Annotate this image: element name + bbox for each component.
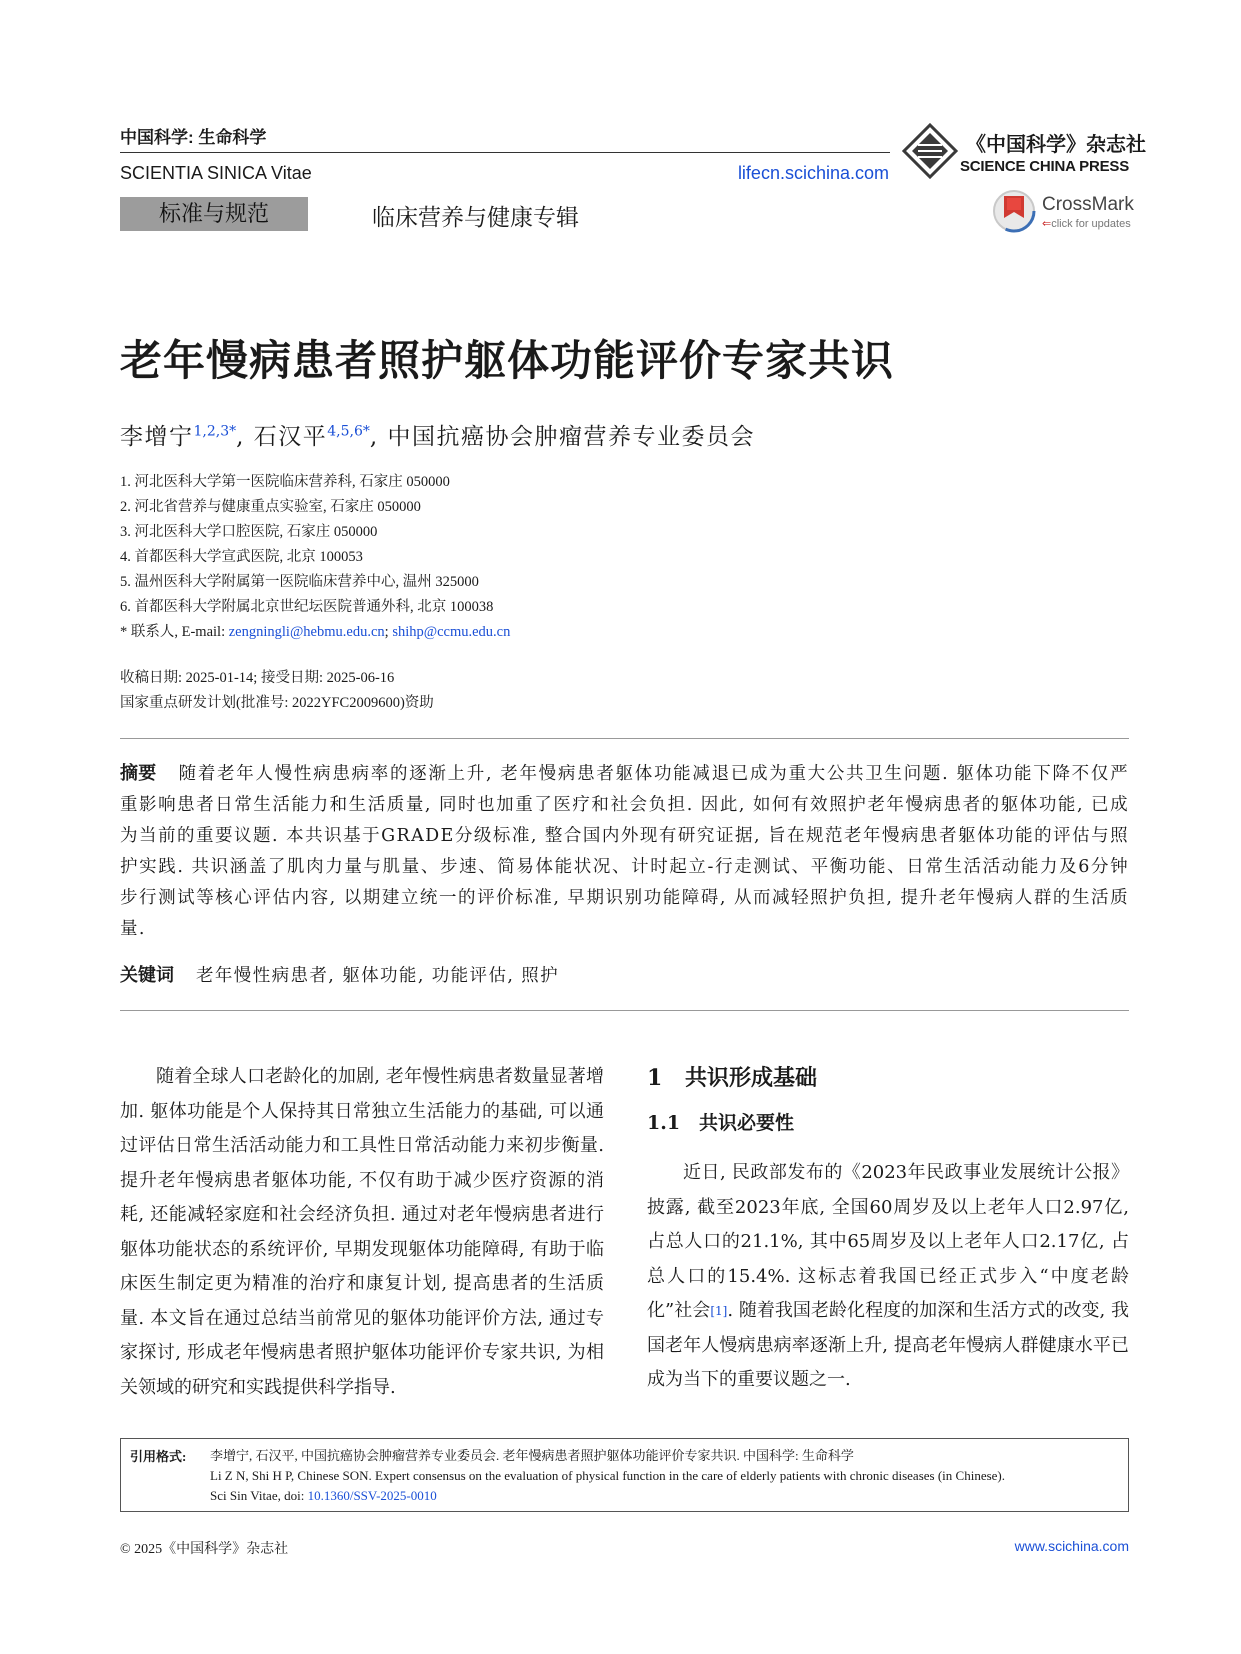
funding-note: 国家重点研发计划(批准号: 2022YFC2009600)资助 (120, 695, 434, 711)
affiliation-item: 1. 河北医科大学第一医院临床营养科, 石家庄 050000 (120, 474, 450, 490)
publisher-name-cn: 《中国科学》杂志社 (966, 134, 1146, 156)
affiliation-item: 2. 河北省营养与健康重点实验室, 石家庄 050000 (120, 499, 421, 515)
arrow-left-icon: ⇐ (1042, 218, 1052, 230)
abstract (120, 758, 1129, 945)
paragraph-text-a: 近日, 民政部发布的《2023年民政事业发展统计公报》披露, 截至2023年底, 全国60周岁及以上老年人口2.97亿, 占总人口的21.1%, 其中65周岁及以上老年人口2.17亿, 占总人口的15.4%. 这标志着我国已经正式步入“中度老龄化”社会 (647, 1162, 1129, 1321)
keywords (120, 961, 559, 987)
doi-link[interactable]: 10.1360/SSV-2025-0010 (307, 1488, 437, 1503)
keywords-label: 关键词 (120, 965, 174, 985)
citation-label: 引用格式: (130, 1449, 187, 1464)
abstract-label: 摘要 (120, 763, 157, 783)
email-link-1[interactable]: zengningli@hebmu.edu.cn (228, 624, 385, 640)
affiliations (120, 470, 510, 645)
affiliation-item: 3. 河北医科大学口腔医院, 石家庄 050000 (120, 524, 378, 540)
author-list (120, 418, 755, 451)
citation-line-en: Li Z N, Shi H P, Chinese SON. Expert consensus on the evaluation of physical function in the care of elderly patients with chronic diseases (in Chinese). (210, 1468, 1005, 1483)
author-2: , 石汉平 (236, 424, 328, 450)
author-1: 李增宁 (120, 424, 194, 450)
article-dates (120, 666, 434, 716)
journal-name-en: SCIENTIA SINICA Vitae (120, 163, 312, 183)
intro-paragraph: 随着全球人口老龄化的加剧, 老年慢性病患者数量显著增加. 躯体功能是个人保持其日常独立生活能力的基础, 可以通过评估日常生活活动能力和工具性日常活动能力来初步衡量. 提升老年慢病患者躯体功能, 不仅有助于减少医疗资源的消耗, 还能减轻家庭和社会经济负担. 通过对老年慢病患者进行躯体功能状态的系统评价, 早期发现躯体功能障碍, 有助于临床医生制定更为精准的治疗和康复计划, 提高患者的生活质量. 本文旨在通过总结当前常见的躯体功能评价方法, 通过专家探讨, 形成老年慢病患者照护躯体功能评价专家共识, 为相关领域的研究和实践提供科学指导. (120, 1066, 604, 1398)
affiliation-item: 6. 首都医科大学附属北京世纪坛医院普通外科, 北京 100038 (120, 599, 494, 615)
crossmark-sub-text: click for updates (1051, 218, 1131, 230)
email-link-2[interactable]: shihp@ccmu.edu.cn (392, 624, 511, 640)
section-title: 共识形成基础 (685, 1065, 818, 1091)
science-china-press-logo-icon (902, 123, 964, 179)
abstract-top-rule (120, 738, 1129, 739)
author-2-affil[interactable]: 4,5,6* (327, 423, 370, 440)
paragraph-text-b: . 随着我国老龄化程度的加深和生活方式的改变, 我国老年人慢病患病率逐渐上升, 提高老年慢病人群健康水平已成为当下的重要议题之一. (647, 1300, 1129, 1390)
header-rule (120, 152, 890, 153)
journal-name-cn: 中国科学: 生命科学 (120, 128, 267, 147)
author-3: , 中国抗癌协会肿瘤营养专业委员会 (369, 424, 755, 450)
contact-prefix: * 联系人, E-mail: (120, 624, 229, 640)
special-issue-label: 临床营养与健康专辑 (372, 204, 579, 230)
citation-text (210, 1446, 1122, 1506)
body-column-left (120, 1060, 604, 1405)
crossmark-icon[interactable] (992, 188, 1036, 234)
doi-prefix: Sci Sin Vitae, doi: (210, 1488, 308, 1503)
citation-line-cn: 李增宁, 石汉平, 中国抗癌协会肿瘤营养专业委员会. 老年慢病患者照护躯体功能评价专家共识. 中国科学: 生命科学 (210, 1448, 854, 1463)
copyright: © 2025《中国科学》杂志社 (120, 1542, 289, 1557)
section-tag: 标准与规范 (120, 197, 308, 231)
keywords-text: 老年慢性病患者, 躯体功能, 功能评估, 照护 (196, 966, 560, 986)
citation-line-doi (210, 1486, 1122, 1506)
reference-link[interactable]: [1] (710, 1304, 728, 1318)
crossmark-label[interactable]: CrossMark (1042, 194, 1134, 215)
affiliation-item: 5. 温州医科大学附属第一医院临床营养中心, 温州 325000 (120, 574, 479, 590)
received-accepted-dates: 收稿日期: 2025-01-14; 接受日期: 2025-06-16 (120, 670, 395, 686)
crossmark-sublabel[interactable] (1042, 217, 1131, 230)
subsection-title: 共识必要性 (699, 1112, 795, 1134)
abstract-text: 随着老年人慢性病患病率的逐渐上升, 老年慢病患者躯体功能减退已成为重大公共卫生问题. 躯体功能下降不仅严重影响患者日常生活能力和生活质量, 同时也加重了医疗和社会负担. 因此, 如何有效照护老年慢病患者的躯体功能, 已成为当前的重要议题. 本共识基于GRADE分级标准, 整合国内外现有研究证据, 旨在规范老年慢病患者躯体功能的评估与照护实践. 共识涵盖了肌肉力量与肌量、步速、简易体能状况、计时起立-行走测试、平衡功能、日常生活活动能力及6分钟步行测试等核心评估内容, 以期建立统一的评价标准, 早期识别功能障碍, 从而减轻照护负担, 提升老年慢病人群的生活质量. (120, 764, 1129, 939)
abstract-bottom-rule (120, 1010, 1129, 1011)
author-1-affil[interactable]: 1,2,3* (193, 423, 237, 440)
contact-line (120, 620, 510, 645)
article-title: 老年慢病患者照护躯体功能评价专家共识 (120, 336, 895, 385)
journal-url-link[interactable]: lifecn.scichina.com (737, 163, 889, 183)
email-separator: ; (384, 624, 393, 640)
subsection-heading (647, 1106, 1129, 1140)
subsection-number: 1.1 (647, 1112, 681, 1134)
section-number: 1 (647, 1065, 663, 1091)
body-column-right (647, 1060, 1129, 1398)
footer-url-link[interactable]: www.scichina.com (1014, 1538, 1129, 1554)
affiliation-item: 4. 首都医科大学宣武医院, 北京 100053 (120, 549, 363, 565)
section-heading (647, 1060, 1129, 1096)
necessity-paragraph (647, 1156, 1129, 1398)
publisher-name-en: SCIENCE CHINA PRESS (960, 158, 1130, 175)
